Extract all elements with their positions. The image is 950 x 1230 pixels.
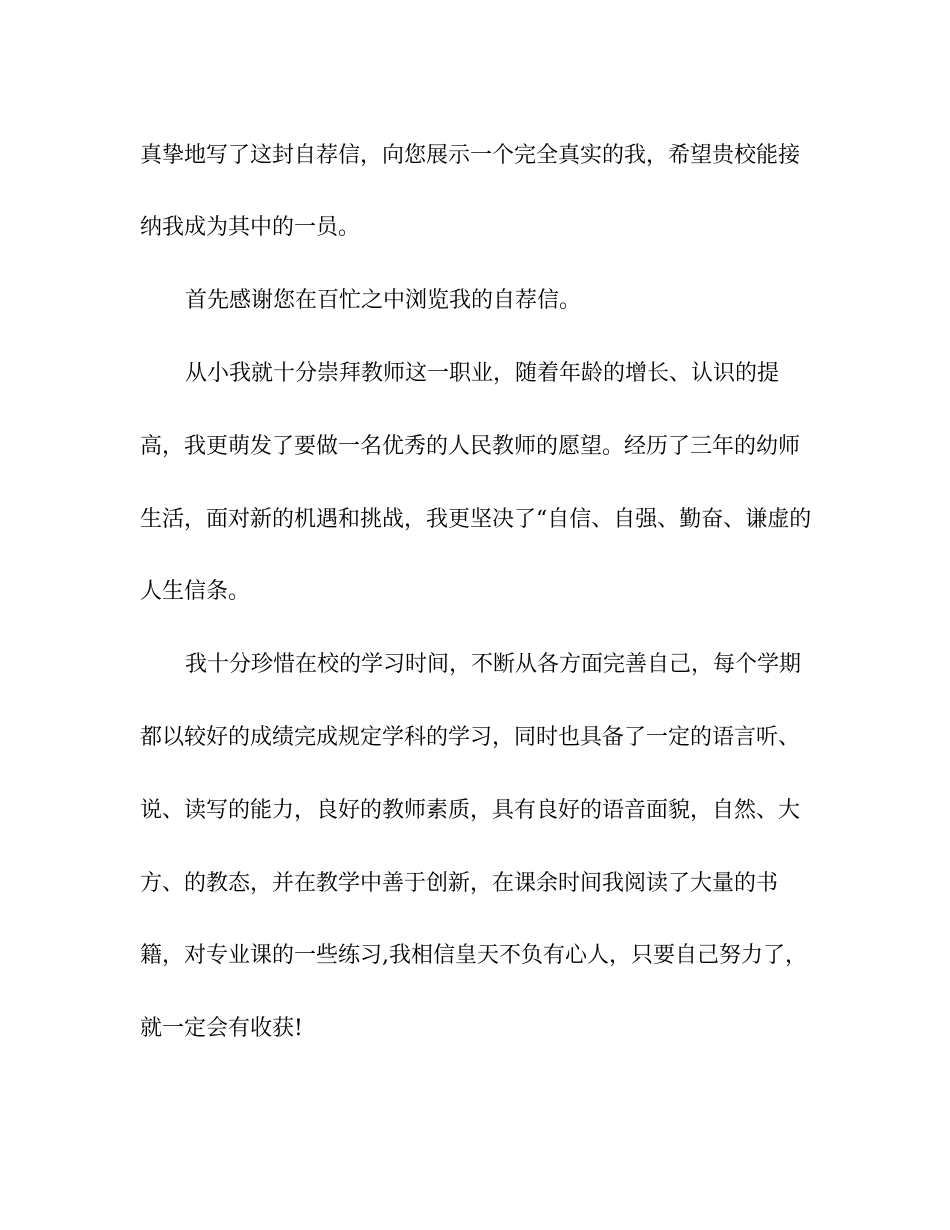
- paragraph-line: 人生信条。: [140, 579, 251, 604]
- paragraph-line: 籍，对专业课的一些练习,我相信皇天不负有心人，只要自己努力了，: [140, 943, 807, 968]
- paragraph-line: 首先感谢您在百忙之中浏览我的自荐信。: [185, 288, 582, 313]
- paragraph-line: 我十分珍惜在校的学习时间，不断从各方面完善自己，每个学期: [185, 652, 802, 677]
- paragraph-line: 生活，面对新的机遇和挑战，我更坚决了“自信、自强、勤奋、谦虚的: [140, 507, 812, 532]
- paragraph-line: 说、读写的能力，良好的教师素质，具有良好的语音面貌，自然、大: [140, 798, 801, 823]
- paragraph-line: 高，我更萌发了要做一名优秀的人民教师的愿望。经历了三年的幼师: [140, 434, 801, 459]
- paragraph-line: 从小我就十分崇拜教师这一职业，随着年龄的增长、认识的提: [185, 361, 780, 386]
- paragraph-line: 真挚地写了这封自荐信，向您展示一个完全真实的我，希望贵校能接: [140, 143, 801, 168]
- paragraph-line: 方、的教态，并在教学中善于创新，在课余时间我阅读了大量的书: [140, 871, 779, 896]
- paragraph-line: 都以较好的成绩完成规定学科的学习，同时也具备了一定的语言听、: [140, 725, 801, 750]
- paragraph-line: 纳我成为其中的一员。: [140, 215, 361, 240]
- paragraph-line: 就一定会有收获!: [140, 1016, 303, 1041]
